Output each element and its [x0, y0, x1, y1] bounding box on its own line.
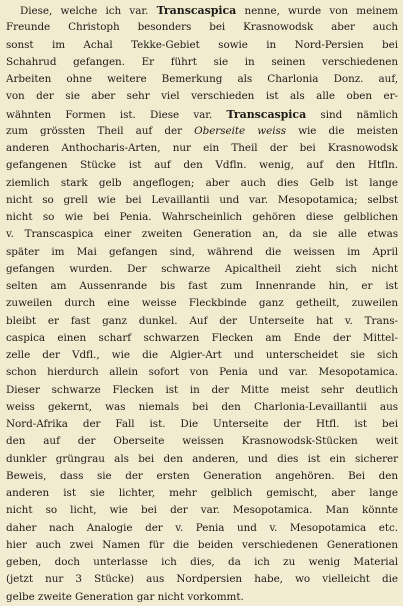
bold-term: Transcaspica [226, 107, 307, 121]
text-segment: v. Transcaspica einer zweiten Generation an, da sie alle etwas [6, 228, 398, 241]
text-segment: Dieser schwarze Flecken ist in der Mitte meist sehr deutlich [6, 383, 398, 396]
text-segment: zelle der Vdfl., wie die Algier-Art und unterscheidet sie sich [6, 349, 398, 361]
text-line [6, 209, 398, 226]
text-line [6, 106, 398, 123]
text-segment: anderen Anthocharis-Arten, nur ein Theil der bei Krasnowodsk [6, 142, 398, 154]
text-line [6, 451, 398, 468]
text-segment: anderen ist sie lichter, mehr gelblich gemischt, aber lange [6, 487, 398, 499]
text-segment: sind nämlich [306, 108, 398, 121]
text-segment: wie die meisten [286, 124, 399, 137]
text-segment: daher nach Analogie der v. Penia und v. Mesopotamica etc. [6, 521, 398, 534]
text-line [6, 468, 398, 485]
text-segment: schon hierdurch allein sofort von Penia und var. Mesopotamica. [6, 366, 398, 379]
text-line [6, 2, 398, 19]
text-line [6, 571, 398, 588]
text-line [6, 261, 398, 278]
text-line [6, 54, 398, 71]
text-segment: hier auch zwei Namen für die beiden verschiedenen Generationen [6, 538, 398, 551]
text-line [6, 175, 398, 192]
body-paragraph [6, 2, 398, 606]
text-line [6, 123, 398, 140]
text-line [6, 416, 398, 433]
text-segment: von der sie aber sehr viel verschieden ist als alle oben er- [6, 90, 398, 103]
text-line [6, 347, 398, 364]
bold-term: Transcaspica [156, 4, 237, 17]
text-segment: wähnten Formen ist. Diese var. [6, 108, 227, 121]
text-segment: Nord-Afrika der Fall ist. Die Unterseite der Htfl. ist bei [6, 418, 398, 430]
text-line [6, 19, 398, 36]
text-segment: den auf der Oberseite weissen Krasnowodsk-Stücken weit [6, 435, 398, 448]
text-segment: nicht so wie bei Penia. Wahrscheinlich gehören diese gelblichen [6, 211, 398, 223]
text-line [6, 589, 398, 606]
italic-phrase: Oberseite weiss [194, 124, 287, 137]
text-line [6, 244, 398, 261]
text-segment: später im Mai gefangen sind, während die weissen im April [6, 245, 398, 258]
text-line [6, 88, 398, 105]
text-line [6, 485, 398, 502]
text-segment: gefangenen Stücke ist auf den Vdfln. wenig, auf den Htfln. [6, 159, 398, 172]
text-segment: Schahrud gefangen. Er führt sie in seinen verschiedenen [6, 55, 398, 68]
text-line [6, 226, 398, 243]
text-line [6, 157, 398, 174]
text-segment: zuweilen durch eine weisse Fleckbinde ganz getheilt, zuweilen [6, 297, 398, 310]
text-segment: ziemlich stark gelb angeflogen; aber auch dies Gelb ist lange [6, 176, 398, 189]
text-line [6, 433, 398, 450]
text-segment: sonst im Achal Tekke-Gebiet sowie in Nord-Persien bei [6, 38, 398, 51]
text-line [6, 554, 398, 571]
text-segment: Arbeiten ohne weitere Bemerkung als Charlonia Donz. auf, [6, 73, 398, 85]
text-line [6, 37, 398, 54]
text-line [6, 295, 398, 312]
text-line [6, 140, 398, 157]
text-segment: weiss gekernt, was niemals bei den Charlonia-Levaillantii aus [6, 400, 398, 413]
text-line [6, 364, 398, 381]
text-line [6, 192, 398, 209]
text-segment: nicht so licht, wie bei der var. Mesopotamica. Man könnte [6, 504, 398, 517]
text-segment: dunkler grüngrau als bei den anderen, und dies ist ein sicherer [6, 452, 398, 465]
text-segment: Beweis, dass sie der ersten Generation angehören. Bei den [6, 469, 398, 482]
text-segment: gelbe zweite Generation gar nicht vorkommt. [6, 590, 244, 603]
text-segment: (jetzt nur 3 Stücke) aus Nordpersien habe, wo vielleicht die [6, 573, 398, 586]
text-segment: geben, doch unterlasse ich dies, da ich zu wenig Material [6, 556, 398, 568]
text-segment: nenne, wurde von meinem [236, 5, 398, 17]
text-line [6, 399, 398, 416]
text-segment: selten am Aussenrande bis fast zum Innenrande hin, er ist [6, 280, 398, 292]
text-line [6, 71, 398, 88]
text-line [6, 502, 398, 519]
text-segment: gefangen wurden. Der schwarze Apicaltheil zieht sich nicht [6, 262, 398, 275]
text-segment: Diese, welche ich var. [20, 5, 157, 17]
text-line [6, 278, 398, 295]
text-segment: bleibt er fast ganz dunkel. Auf der Unterseite hat v. Trans- [6, 314, 398, 327]
text-segment: Freunde Christoph besonders bei Krasnowodsk aber auch [6, 21, 398, 34]
text-segment: caspica einen scharf schwarzen Flecken am Ende der Mittel- [6, 331, 398, 344]
text-line [6, 537, 398, 554]
text-line [6, 313, 398, 330]
text-line [6, 330, 398, 347]
text-segment: zum grössten Theil auf der [6, 124, 195, 137]
text-segment: nicht so grell wie bei Levaillantii und var. Mesopotamica; selbst [6, 193, 398, 206]
text-line [6, 520, 398, 537]
text-line [6, 382, 398, 399]
